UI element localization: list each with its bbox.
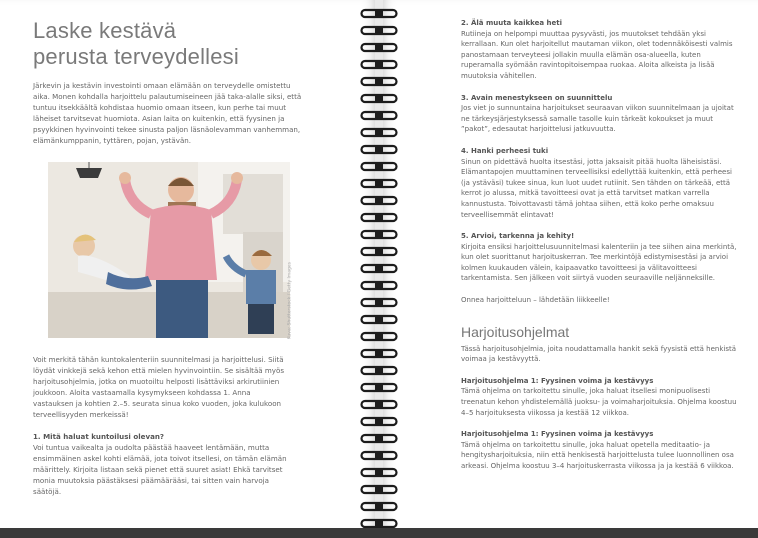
- binding-ring: [361, 38, 397, 49]
- binding-ring: [361, 378, 397, 389]
- binding-ring: [361, 21, 397, 32]
- s2-heading: 2. Älä muuta kaikkea heti: [461, 19, 562, 27]
- binding-ring: [361, 293, 397, 304]
- binding-ring: [361, 480, 397, 491]
- s4-paragraph: Sinun on pidettävä huolta itsestäsi, jotta jaksaisit pitää huolta läheisistäsi. Elämantapojen muuttaminen terveellisiksi edellyttää kuitenkin, että perheesi (ja ystäväsi) tukee sinua, kun luot uudet rutiinit. Sen tähden on tärkeää, että kerrot jo alussa, mitkä tavoitteesi ovat ja että tarvitset matkan varrella kannustusta. Toivottavasti tämä johtaa siihen, että koko perhe omaksuu terveellisemmät elintavat!: [461, 157, 732, 219]
- binding-ring: [361, 208, 397, 219]
- binding-ring: [361, 395, 397, 406]
- s3-paragraph: Jos viet jo sunnuntaina harjoitukset seuraavan viikon suunnitelmaan ja ujoitat ne tärkeysjärjestyksessä samalle tasolle kuin tärkeät kokoukset ja muut ”pakot”, edesautat harjoittelusi jatkuvuutta.: [461, 104, 734, 134]
- binding-ring: [361, 514, 397, 525]
- binding-ring: [361, 225, 397, 236]
- s5-heading: 5. Arvioi, tarkenna ja kehity!: [461, 232, 575, 241]
- binding-ring: [361, 242, 397, 253]
- body-paragraph: Voit merkitä tähän kuntokalenteriin suunnitelmasi ja harjoittelusi. Siitä löydät vinkkejä sekä kehon että mielen hyvinvointiin. Se sisältää myös harjoitusohjelmia, jotka on muotoiltu helposti lisättäviksi arkirutiinien joukkoon. Aloita vastaamalla kysymykseen kohdassa 1. Anna vastauksen ja kohtien 2.–5. seurata sinua koko vuoden, joka kulukoon terveellisyyden merkeissä!: [33, 355, 285, 419]
- binding-ring: [361, 140, 397, 151]
- bottom-edge: [0, 528, 758, 538]
- s3-heading: 3. Avain menestykseen on suunnittelu: [461, 93, 613, 102]
- section-intro: Tässä harjoitusohjelmia, joita noudattamalla hankit sekä fyysistä että henkistä voimaa ja kestävyyttä.: [461, 344, 737, 364]
- binding-ring: [361, 106, 397, 117]
- binding-ring: [361, 157, 397, 168]
- title-line-2: perusta terveydellesi: [33, 44, 239, 69]
- s4-heading: 4. Hanki perheesi tuki: [461, 146, 549, 155]
- q1-paragraph: Voi tuntua vaikealta ja oudolta päästää haaveet lentämään, mutta ensimmäinen askel kohti elämää, jota toivot itsellesi, on tämän elämän määrittely. Kirjoita listaan sekä pienet että suuret asiat! Ehkä tarvitset monia muutoksia päästäksesi päämäärääsi, tai sitten vain harvoja säätöjä.: [33, 443, 287, 496]
- right-page: [383, 0, 758, 538]
- page-title: [33, 18, 333, 70]
- binding-ring: [361, 361, 397, 372]
- photo-credit: Kuva: Shutterstock / Getty Images: [287, 262, 292, 340]
- s2-paragraph: Rutiineja on helpompi muuttaa pysyvästi, jos muutokset tehdään yksi kerrallaan. Kun olet harjoitellut mautaman viikon, olet todennäköisesti valmis panostamaan terveyteesi jollakin muulla elämän osa-alueella, kuten ruperamalla syömään ravintopitoisempaa ruokaa. Aloita alkeista ja lisää muutoksia vähitellen.: [461, 29, 733, 80]
- program-1-text: Tämä ohjelma on tarkoitettu sinulle, joka haluat itsellesi monipuolisesti treenatun kehon yhdistelemällä juoksu- ja voimaharjoituksia. Ohjelma koostuu 4–5 harjoituksesta viikossa ja kestää 12 viikkoa.: [461, 387, 737, 417]
- family-illustration: [48, 162, 290, 338]
- binding-ring: [361, 276, 397, 287]
- s5-paragraph: Kirjoita ensiksi harjoittelusuunnitelmasi kalenteriin ja tee siihen aina merkintä, kun olet suorittanut harjoituskerran. Tee merkintöjä edistymisestäsi ja arvioi kolmen kuukauden välein, kaipaavatko tavoitteesi ja välitavoitteesi tarkentamista. Sen jälkeen voit siirtyä vuoden seuraaville neljänneksille.: [461, 242, 737, 283]
- section-title: Harjoitusohjelmat: [461, 323, 570, 340]
- binding-ring: [361, 412, 397, 423]
- binding-ring: [361, 55, 397, 66]
- program-1-heading: Harjoitusohjelma 1: Fyysinen voima ja kestävyys: [461, 376, 654, 385]
- binding-ring: [361, 429, 397, 440]
- binding-ring: [361, 4, 397, 15]
- binding-ring: [361, 72, 397, 83]
- title-line-1: Laske kestävä: [33, 18, 177, 43]
- program-2-text: Tämä ohjelma on tarkoitettu sinulle, joka haluat opetella meditaatio- ja hengitysharjoituksia, niin että henkisestä harjoittelusta tulee luonnollinen osa arkeasi. Ohjelma koostuu 3–4 harjoituskerrasta viikossa ja ja kestää 6 viikkoa.: [461, 440, 734, 470]
- binding-ring: [361, 259, 397, 270]
- q1-heading: 1. Mitä haluat kuntoilusi olevan?: [33, 432, 165, 441]
- binding-ring: [361, 191, 397, 202]
- program-2-heading: Harjoitusohjelma 1: Fyysinen voima ja kestävyys: [461, 430, 654, 439]
- binding-ring: [361, 344, 397, 355]
- binding-ring: [361, 310, 397, 321]
- s5-closing: Onnea harjoitteluun – lähdetään liikkeelle!: [461, 296, 610, 305]
- binding-ring: [361, 497, 397, 508]
- binding-ring: [361, 123, 397, 134]
- left-body: [33, 354, 293, 497]
- family-photo: [48, 162, 290, 338]
- right-column: [461, 18, 741, 472]
- left-page: [0, 0, 375, 538]
- binding-ring: [361, 327, 397, 338]
- intro-paragraph: Järkevin ja kestävin investointi omaan elämään on terveydelle omistettu aika. Monen kohdalla harjoittelu palautumiseineen jää taka-alalle siksi, että tuntuu itsekkäältä kohdistaa huomio omaan itseen, kun perhe tai muut läheiset tarvitsevat huomiota. Asian laita on kuitenkin, että fyysinen ja psyykkinen hyvinvointi tekee sinusta paljon läsnäolevamman vanhemman, elämänkumppanin, tyttären, pojan, ystävän.: [33, 81, 302, 145]
- binding-ring: [361, 89, 397, 100]
- binding-ring: [361, 174, 397, 185]
- binding-ring: [361, 446, 397, 457]
- binding-ring: [361, 463, 397, 474]
